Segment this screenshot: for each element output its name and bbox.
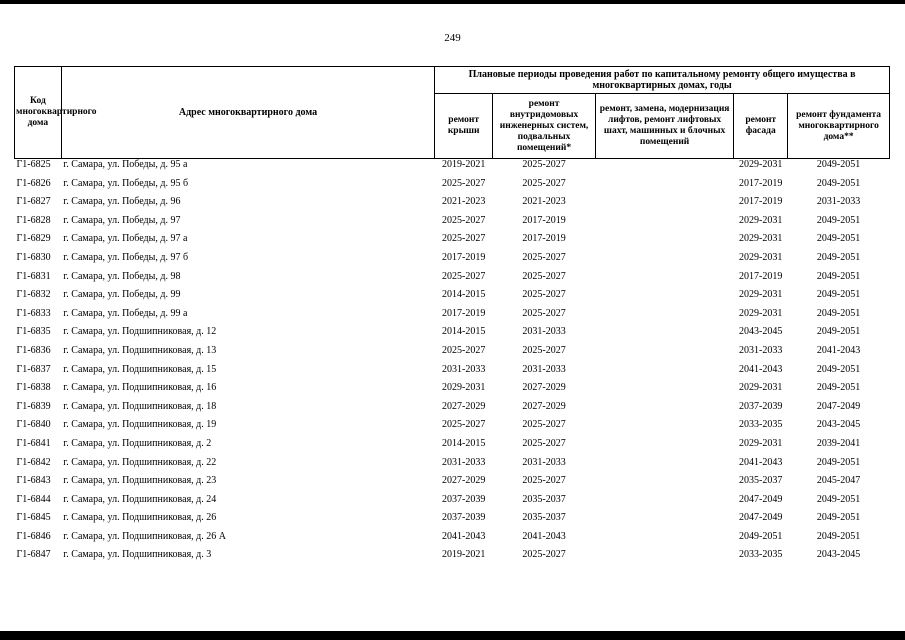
table-row <box>15 178 890 197</box>
header-periods-group: Плановые периоды проведения работ по капитальному ремонту общего имущества в многоквартирных домах, годы <box>435 67 890 94</box>
cell-roof: 2017-2019 <box>441 307 486 319</box>
cell-foundation: 2049-2051 <box>816 382 861 394</box>
cell-facade: 2017-2019 <box>739 196 783 208</box>
cell-address: г. Самара, ул. Подшипниковая, д. 2 <box>63 437 212 449</box>
header-systems: ремонт внутридомовых инженерных систем, подвальных помещений* <box>493 94 596 159</box>
cell-elevators <box>595 531 733 550</box>
cell-elevators <box>595 364 733 383</box>
cell-facade: 2041-2043 <box>739 363 783 375</box>
cell-systems: 2025-2027 <box>522 549 566 561</box>
cell-code: Г1-6831 <box>16 270 51 282</box>
table-row <box>15 215 890 234</box>
table-header <box>15 67 890 159</box>
cell-facade: 2017-2019 <box>739 270 783 282</box>
cell-systems: 2025-2027 <box>522 307 566 319</box>
cell-elevators <box>595 401 733 420</box>
cell-address: г. Самара, ул. Победы, д. 98 <box>63 270 181 282</box>
cell-systems: 2027-2029 <box>522 400 566 412</box>
cell-facade: 2029-2031 <box>739 437 783 449</box>
cell-foundation: 2049-2051 <box>816 214 861 226</box>
cell-roof: 2025-2027 <box>441 419 486 431</box>
cell-systems: 2025-2027 <box>522 289 566 301</box>
cell-foundation: 2049-2051 <box>816 233 861 245</box>
cell-systems: 2027-2029 <box>522 382 566 394</box>
cell-roof: 2019-2021 <box>441 549 486 561</box>
cell-code: Г1-6841 <box>16 437 51 449</box>
cell-facade: 2029-2031 <box>739 251 783 263</box>
cell-roof: 2025-2027 <box>441 270 486 282</box>
cell-facade: 2029-2031 <box>739 233 783 245</box>
cell-roof: 2014-2015 <box>441 289 486 301</box>
cell-address: г. Самара, ул. Подшипниковая, д. 12 <box>63 326 217 338</box>
table-row <box>15 345 890 364</box>
cell-foundation: 2049-2051 <box>816 456 861 468</box>
cell-address: г. Самара, ул. Подшипниковая, д. 23 <box>63 475 217 487</box>
page-number: 249 <box>444 32 461 44</box>
cell-foundation: 2049-2051 <box>816 159 861 170</box>
cell-code: Г1-6829 <box>16 233 51 245</box>
cell-code: Г1-6835 <box>16 326 51 338</box>
table-row <box>15 475 890 494</box>
cell-code: Г1-6825 <box>16 159 51 170</box>
cell-facade: 2033-2035 <box>739 549 783 561</box>
cell-address: г. Самара, ул. Победы, д. 95 б <box>63 177 189 189</box>
cell-code: Г1-6842 <box>16 456 51 468</box>
cell-address: г. Самара, ул. Подшипниковая, д. 15 <box>63 363 217 375</box>
cell-systems: 2025-2027 <box>522 270 566 282</box>
table-row <box>15 308 890 327</box>
cell-foundation: 2043-2045 <box>816 549 861 561</box>
table-row <box>15 531 890 550</box>
cell-foundation: 2049-2051 <box>816 307 861 319</box>
cell-elevators <box>595 326 733 345</box>
cell-elevators <box>595 512 733 531</box>
top-border <box>0 0 905 4</box>
cell-systems: 2017-2019 <box>522 233 566 245</box>
cell-address: г. Самара, ул. Подшипниковая, д. 19 <box>63 419 217 431</box>
cell-systems: 2041-2043 <box>522 530 566 542</box>
cell-code: Г1-6844 <box>16 493 51 505</box>
cell-address: г. Самара, ул. Подшипниковая, д. 13 <box>63 344 217 356</box>
cell-elevators <box>595 289 733 308</box>
cell-roof: 2037-2039 <box>441 493 486 505</box>
cell-systems: 2017-2019 <box>522 214 566 226</box>
header-code: Код многоквартирного дома <box>15 67 62 159</box>
cell-elevators <box>595 457 733 476</box>
cell-elevators <box>595 159 733 178</box>
cell-foundation: 2049-2051 <box>816 289 861 301</box>
table-row <box>15 457 890 476</box>
table-row <box>15 549 890 568</box>
cell-foundation: 2049-2051 <box>816 512 861 524</box>
cell-systems: 2031-2033 <box>522 363 566 375</box>
cell-roof: 2031-2033 <box>441 456 486 468</box>
table-row <box>15 382 890 401</box>
header-address: Адрес многоквартирного дома <box>61 67 434 159</box>
cell-elevators <box>595 382 733 401</box>
header-foundation: ремонт фундамента многоквартирного дома** <box>788 94 890 159</box>
cell-address: г. Самара, ул. Подшипниковая, д. 3 <box>63 549 212 561</box>
cell-address: г. Самара, ул. Победы, д. 97 а <box>63 233 188 245</box>
cell-systems: 2025-2027 <box>522 475 566 487</box>
cell-foundation: 2039-2041 <box>816 437 861 449</box>
table-row <box>15 289 890 308</box>
table-row <box>15 401 890 420</box>
cell-systems: 2035-2037 <box>522 512 566 524</box>
cell-elevators <box>595 196 733 215</box>
cell-systems: 2025-2027 <box>522 159 566 170</box>
cell-elevators <box>595 252 733 271</box>
cell-roof: 2029-2031 <box>441 382 486 394</box>
cell-facade: 2047-2049 <box>739 512 783 524</box>
cell-systems: 2025-2027 <box>522 437 566 449</box>
cell-code: Г1-6843 <box>16 475 51 487</box>
cell-code: Г1-6836 <box>16 344 51 356</box>
cell-address: г. Самара, ул. Победы, д. 99 <box>63 289 181 301</box>
table-row <box>15 196 890 215</box>
cell-address: г. Самара, ул. Подшипниковая, д. 26 А <box>63 530 226 542</box>
cell-roof: 2019-2021 <box>441 159 486 170</box>
cell-address: г. Самара, ул. Подшипниковая, д. 24 <box>63 493 217 505</box>
cell-address: г. Самара, ул. Победы, д. 95 а <box>63 159 188 170</box>
cell-systems: 2035-2037 <box>522 493 566 505</box>
cell-facade: 2017-2019 <box>739 177 783 189</box>
cell-code: Г1-6837 <box>16 363 51 375</box>
cell-code: Г1-6826 <box>16 177 51 189</box>
cell-elevators <box>595 438 733 457</box>
table-row <box>15 159 890 178</box>
cell-address: г. Самара, ул. Победы, д. 97 <box>63 214 181 226</box>
cell-foundation: 2049-2051 <box>816 177 861 189</box>
cell-elevators <box>595 345 733 364</box>
cell-elevators <box>595 475 733 494</box>
cell-roof: 2014-2015 <box>441 326 486 338</box>
cell-foundation: 2049-2051 <box>816 493 861 505</box>
cell-foundation: 2031-2033 <box>816 196 861 208</box>
cell-roof: 2025-2027 <box>441 214 486 226</box>
cell-elevators <box>595 178 733 197</box>
cell-facade: 2029-2031 <box>739 289 783 301</box>
table-row <box>15 494 890 513</box>
cell-facade: 2047-2049 <box>739 493 783 505</box>
cell-foundation: 2043-2045 <box>816 419 861 431</box>
cell-roof: 2014-2015 <box>441 437 486 449</box>
cell-address: г. Самара, ул. Победы, д. 96 <box>63 196 181 208</box>
cell-code: Г1-6833 <box>16 307 51 319</box>
header-elevators: ремонт, замена, модернизация лифтов, ремонт лифтовых шахт, машинных и блочных помещений <box>595 94 733 159</box>
cell-foundation: 2047-2049 <box>816 400 861 412</box>
cell-roof: 2025-2027 <box>441 344 486 356</box>
cell-code: Г1-6847 <box>16 549 51 561</box>
cell-elevators <box>595 233 733 252</box>
cell-address: г. Самара, ул. Подшипниковая, д. 18 <box>63 400 217 412</box>
cell-foundation: 2041-2043 <box>816 344 861 356</box>
cell-address: г. Самара, ул. Победы, д. 99 а <box>63 307 188 319</box>
cell-roof: 2031-2033 <box>441 363 486 375</box>
cell-code: Г1-6827 <box>16 196 51 208</box>
cell-roof: 2017-2019 <box>441 251 486 263</box>
cell-roof: 2027-2029 <box>441 475 486 487</box>
cell-facade: 2029-2031 <box>739 214 783 226</box>
cell-foundation: 2049-2051 <box>816 363 861 375</box>
cell-roof: 2021-2023 <box>441 196 486 208</box>
cell-facade: 2041-2043 <box>739 456 783 468</box>
cell-systems: 2025-2027 <box>522 177 566 189</box>
cell-roof: 2025-2027 <box>441 177 486 189</box>
cell-code: Г1-6828 <box>16 214 51 226</box>
cell-elevators <box>595 549 733 568</box>
table-row <box>15 419 890 438</box>
cell-roof: 2037-2039 <box>441 512 486 524</box>
table-row <box>15 512 890 531</box>
cell-facade: 2033-2035 <box>739 419 783 431</box>
cell-facade: 2029-2031 <box>739 307 783 319</box>
cell-elevators <box>595 271 733 290</box>
cell-systems: 2031-2033 <box>522 326 566 338</box>
table-row <box>15 271 890 290</box>
cell-facade: 2037-2039 <box>739 400 783 412</box>
cell-elevators <box>595 215 733 234</box>
cell-code: Г1-6832 <box>16 289 51 301</box>
cell-code: Г1-6840 <box>16 419 51 431</box>
table-row <box>15 326 890 345</box>
cell-foundation: 2049-2051 <box>816 530 861 542</box>
cell-elevators <box>595 308 733 327</box>
cell-address: г. Самара, ул. Подшипниковая, д. 22 <box>63 456 217 468</box>
cell-roof: 2025-2027 <box>441 233 486 245</box>
cell-foundation: 2049-2051 <box>816 251 861 263</box>
cell-address: г. Самара, ул. Подшипниковая, д. 16 <box>63 382 217 394</box>
cell-facade: 2043-2045 <box>739 326 783 338</box>
cell-systems: 2025-2027 <box>522 344 566 356</box>
cell-code: Г1-6838 <box>16 382 51 394</box>
repair-schedule-table <box>14 66 890 568</box>
table-row <box>15 233 890 252</box>
table-row <box>15 364 890 383</box>
header-facade: ремонт фасада <box>734 94 788 159</box>
cell-code: Г1-6839 <box>16 400 51 412</box>
cell-code: Г1-6846 <box>16 530 51 542</box>
table-body <box>15 159 890 569</box>
cell-facade: 2029-2031 <box>739 159 783 170</box>
cell-systems: 2031-2033 <box>522 456 566 468</box>
cell-roof: 2027-2029 <box>441 400 486 412</box>
cell-code: Г1-6830 <box>16 251 51 263</box>
cell-systems: 2025-2027 <box>522 251 566 263</box>
cell-facade: 2029-2031 <box>739 382 783 394</box>
cell-address: г. Самара, ул. Подшипниковая, д. 26 <box>63 512 217 524</box>
bottom-border <box>0 631 905 640</box>
cell-elevators <box>595 494 733 513</box>
cell-facade: 2049-2051 <box>739 530 783 542</box>
cell-elevators <box>595 419 733 438</box>
table-row <box>15 252 890 271</box>
cell-systems: 2025-2027 <box>522 419 566 431</box>
cell-facade: 2035-2037 <box>739 475 783 487</box>
cell-systems: 2021-2023 <box>522 196 566 208</box>
cell-facade: 2031-2033 <box>739 344 783 356</box>
cell-roof: 2041-2043 <box>441 530 486 542</box>
header-roof: ремонт крыши <box>435 94 493 159</box>
table-row <box>15 438 890 457</box>
cell-foundation: 2049-2051 <box>816 326 861 338</box>
cell-address: г. Самара, ул. Победы, д. 97 б <box>63 251 189 263</box>
cell-foundation: 2049-2051 <box>816 270 861 282</box>
cell-foundation: 2045-2047 <box>816 475 861 487</box>
cell-code: Г1-6845 <box>16 512 51 524</box>
